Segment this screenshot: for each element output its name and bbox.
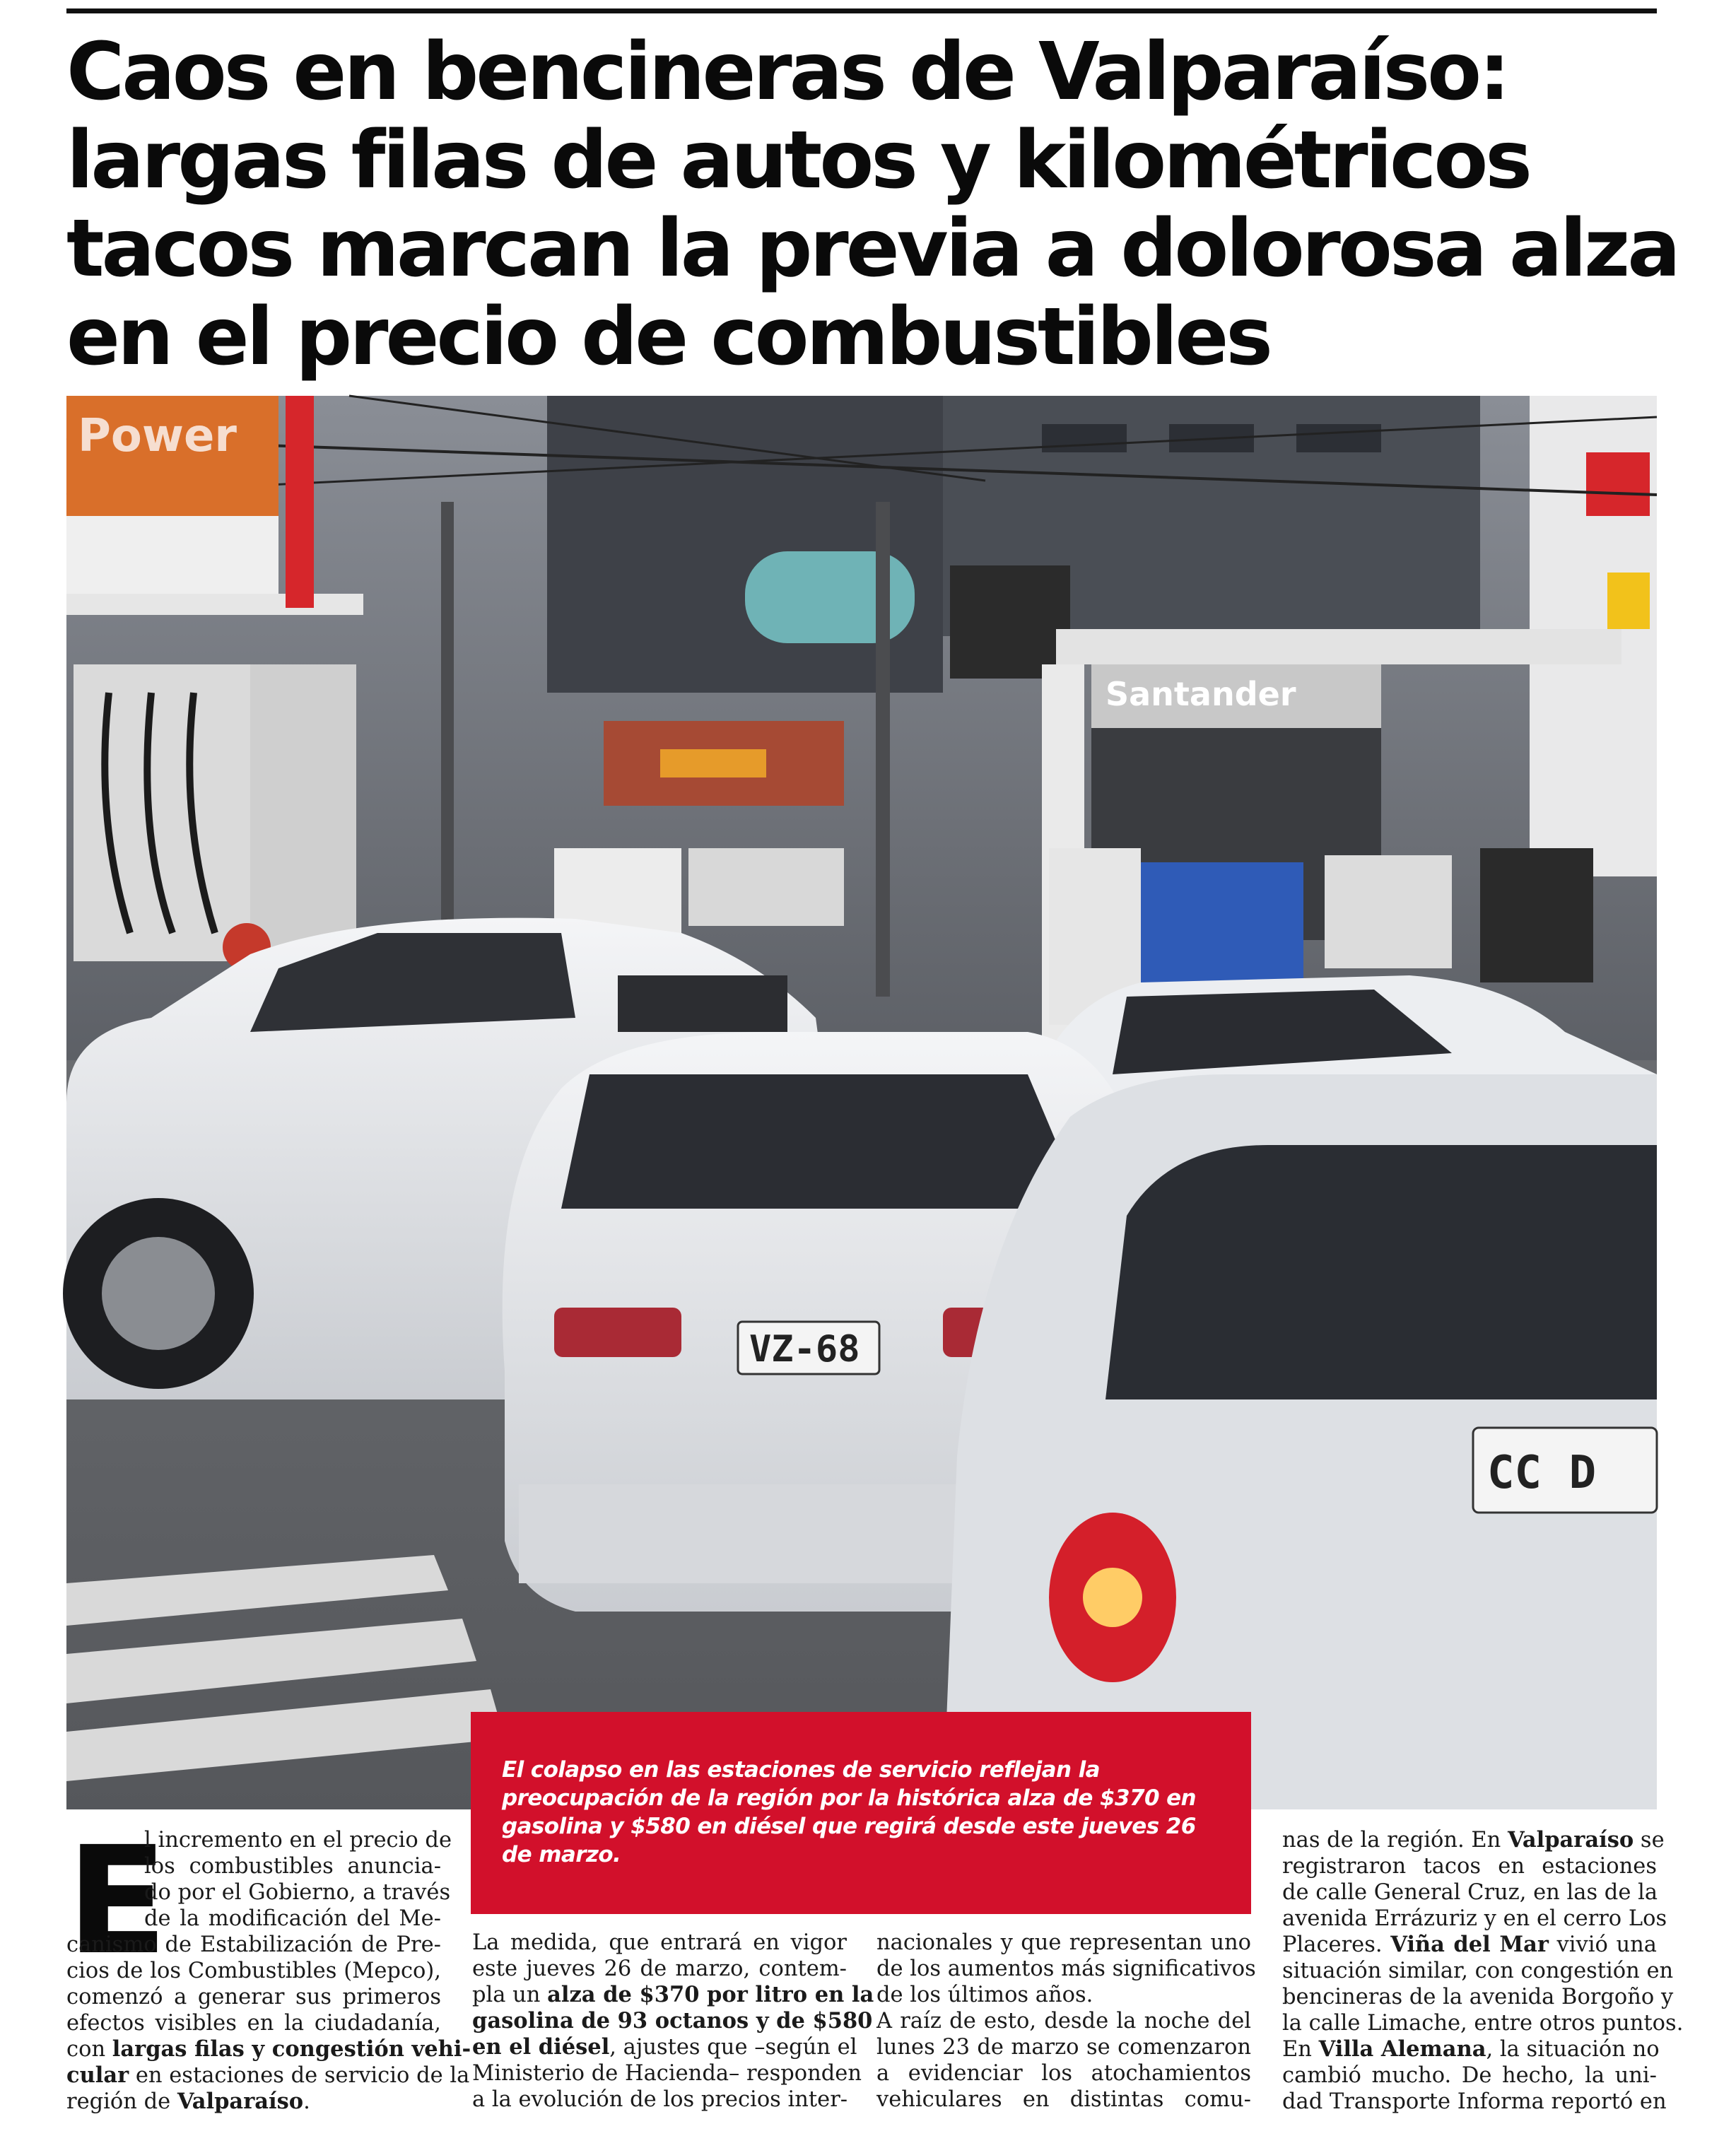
col2-line: pla un alza de $370 por litro en la <box>472 1982 874 2007</box>
col3-line: lunes 23 de marzo se comenzaron <box>876 2035 1251 2060</box>
col1-line: comenzó a generar sus primeros <box>66 1985 441 2009</box>
col4-line: bencineras de la avenida Borgoño y <box>1282 1985 1674 2009</box>
col4-line: En Villa Alemana, la situación no <box>1282 2036 1660 2062</box>
col4-line: dad Transporte Informa reportó en <box>1282 2089 1667 2114</box>
news-photo <box>66 396 1657 1809</box>
santander-sign: Santander <box>1105 675 1296 713</box>
photo-caption <box>471 1712 1251 1914</box>
col1-line: do por el Gobierno, a través <box>144 1880 451 1905</box>
caption-text: El colapso en las estaciones de servicio reflejan la preocupación de la región por la histórica alza de $370 en gasolina y $580 en diésel que regirá desde este jueves 26 de marzo. <box>502 1757 1196 1867</box>
col2-line: a la evolución de los precios inter- <box>472 2087 848 2112</box>
col2-line: La medida, que entrará en vigor <box>472 1930 847 1955</box>
col4-line: la calle Limache, entre otros puntos. <box>1282 2011 1684 2036</box>
headline-line-4: en el precio de combustibles <box>66 291 1270 383</box>
drop-cap: E <box>66 1814 168 1988</box>
col4-line: de calle General Cruz, en las de la <box>1282 1880 1658 1905</box>
col4-line: situación similar, con congestión en <box>1282 1959 1674 1983</box>
col2-line: gasolina de 93 octanos y de $580 <box>472 2008 873 2033</box>
col3-line: a evidenciar los atochamientos <box>876 2061 1251 2086</box>
headline <box>66 26 1678 383</box>
article-column-4 <box>1282 1827 1684 2115</box>
col4-line: nas de la región. En Valparaíso se <box>1282 1827 1665 1853</box>
col1-line: efectos visibles en la ciudadanía, <box>66 2011 441 2036</box>
col1-line: l incremento en el precio de <box>144 1828 452 1853</box>
article-column-1 <box>66 1814 471 2115</box>
headline-line-3: tacos marcan la previa a dolorosa alza <box>66 203 1678 295</box>
article-column-2 <box>472 1930 874 2113</box>
col4-line: cambió mucho. De hecho, la uni- <box>1282 2063 1657 2088</box>
headline-line-1: Caos en bencineras de Valparaíso: <box>66 26 1508 118</box>
col2-line: este jueves 26 de marzo, contem- <box>472 1956 847 1981</box>
col1-line: los combustibles anuncia- <box>144 1854 441 1879</box>
col3-line: de los últimos años. <box>876 1983 1093 2007</box>
col3-line: vehiculares en distintas comu- <box>876 2087 1251 2112</box>
photo-illustration <box>66 396 1657 1809</box>
col1-line: con largas filas y congestión vehi- <box>66 2036 471 2062</box>
col3-line: nacionales y que representan uno <box>876 1930 1251 1955</box>
col2-line: en el diésel, ajustes que –según el <box>472 2034 857 2060</box>
col3-line: A raíz de esto, desde la noche del <box>876 2009 1251 2033</box>
top-rule <box>66 8 1657 13</box>
col1-line: cios de los Combustibles (Mepco), <box>66 1959 441 1983</box>
col1-line: canismo de Estabilización de Pre- <box>66 1932 441 1957</box>
article-column-3 <box>876 1930 1256 2113</box>
col1-line: cular en estaciones de servicio de la <box>66 2062 470 2088</box>
power-sign: Power <box>78 410 237 462</box>
col3-line: de los aumentos más significativos <box>876 1956 1256 1981</box>
col2-line: Ministerio de Hacienda– responden <box>472 2061 862 2086</box>
plate-right: CC D <box>1487 1447 1597 1499</box>
col1-line: de la modificación del Me- <box>144 1906 441 1931</box>
col1-line: región de Valparaíso. <box>66 2089 310 2114</box>
col4-line: Placeres. Viña del Mar vivió una <box>1282 1932 1657 1957</box>
col4-line: registraron tacos en estaciones <box>1282 1854 1657 1879</box>
plate-center: VZ-68 <box>749 1328 860 1371</box>
headline-line-2: largas filas de autos y kilométricos <box>66 115 1530 206</box>
col4-line: avenida Errázuriz y en el cerro Los <box>1282 1906 1667 1931</box>
